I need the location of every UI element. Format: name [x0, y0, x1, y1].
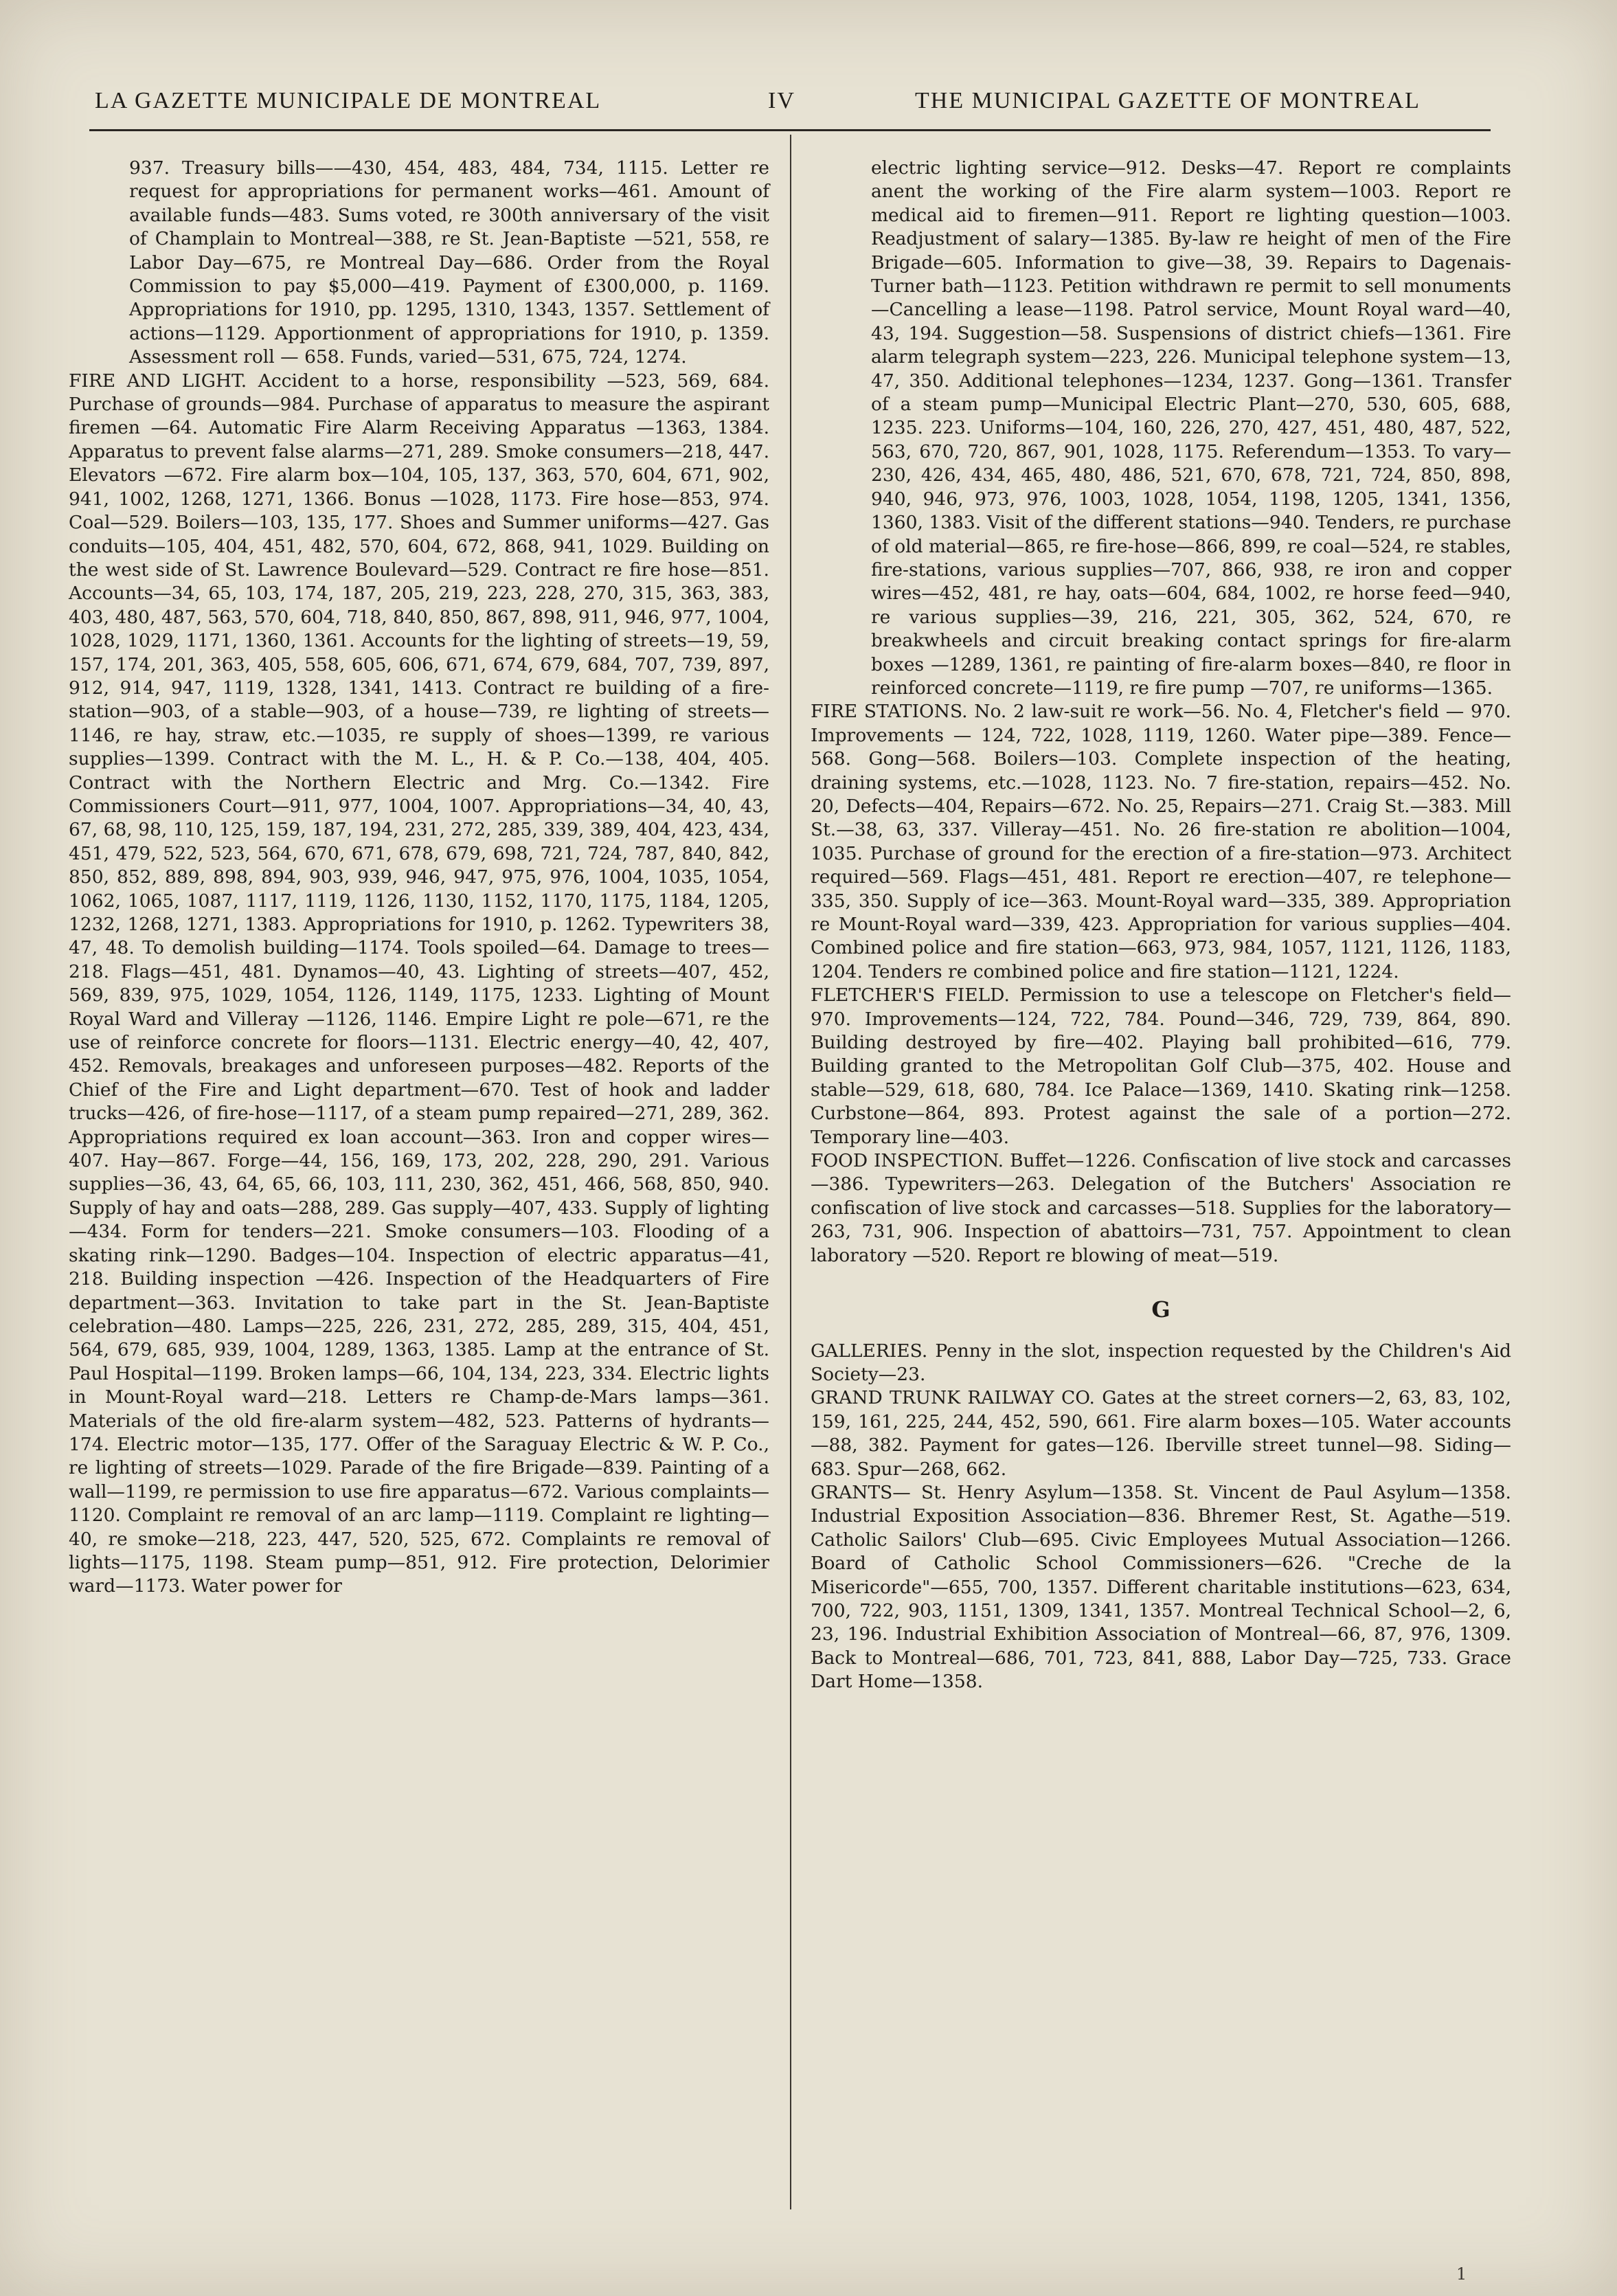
right-column — [811, 157, 1511, 1694]
index-entry-grand-trunk — [811, 1386, 1511, 1481]
left-column — [69, 157, 769, 1599]
entry-text: electric lighting service—912. Desks—47. Report re complaints anent the working of the Fire alarm system—1003. Report re medical aid to firemen—911. Report re lighting question—1003. Readjustment of salary—1385. By-law re height of men of the Fire Brigade—605. Information to give—38, 39. Repairs to Dagenais-Turner bath—1123. Petition withdrawn re permit to sell monuments—Cancelling a lease—1198. Patrol service, Mount Royal ward—40, 43, 194. Suggestion—58. Suspensions of district chiefs—1361. Fire alarm telegraph system—223, 226. Municipal telephone system—13, 47, 350. Additional telephones—1234, 1237. Gong—1361. Transfer of a steam pump—Municipal Electric Plant—270, 530, 605, 688, 1235. 223. Uniforms—104, 160, 226, 270, 427, 451, 480, 487, 522, 563, 670, 720, 867, 901, 1028, 1175. Referendum—1353. To vary—230, 426, 434, 465, 480, 486, 521, 670, 678, 721, 724, 850, 898, 940, 946, 973, 976, 1003, 1028, 1054, 1198, 1205, 1341, 1356, 1360, 1383. Visit of the different stations—940. Tenders, re purchase of old material—865, re fire-hose—866, 899, re coal—524, re stables, fire-stations, various supplies—707, 866, 938, re iron and copper wires—452, 481, re hay, oats—604, 684, 1002, re horse feed—940, re various supplies—39, 216, 221, 305, 362, 524, 670, re breakwheels and circuit breaking contact springs for fire-alarm boxes —1289, 1361, re painting of fire-alarm boxes—840, re floor in reinforced concrete—1119, re fire pump —707, re uniforms—1365. — [871, 157, 1511, 699]
entry-text: 937. Treasury bills——430, 454, 483, 484, 734, 1115. Letter re request for appropriations for permanent works—461. Amount of available funds—483. Sums voted, re 300th anniversary of the visit of Champlain to Montreal—388, re St. Jean-Baptiste —521, 558, re Labor Day—675, re Montreal Day—686. Order from the Royal Commission to pay $5,000—419. Payment of £300,000, p. 1169. Appropriations for 1910, pp. 1295, 1310, 1343, 1357. Settlement of actions—1129. Apportionment of appropriations for 1910, p. 1359. Assessment roll — 658. Funds, varied—531, 675, 724, 1274. — [129, 157, 769, 368]
entry-text: Accident to a horse, responsibility —523, 569, 684. Purchase of grounds—984. Purchase of apparatus to measure the aspirant firemen —64. Automatic Fire Alarm Receiving Apparatus —1363, 1384. Apparatus to prevent false alarms—271, 289. Smoke consumers—218, 447. Elevators —672. Fire alarm box—104, 105, 137, 363, 570, 604, 671, 902, 941, 1002, 1268, 1271, 1366. Bonus —1028, 1173. Fire hose—853, 974. Coal—529. Boilers—103, 135, 177. Shoes and Summer uniforms—427. Gas conduits—105, 404, 451, 482, 570, 604, 672, 868, 941, 1029. Building on the west side of St. Lawrence Boulevard—529. Contract re fire hose—851. Accounts—34, 65, 103, 174, 187, 205, 219, 223, 228, 270, 315, 363, 383, 403, 480, 487, 563, 570, 604, 718, 840, 850, 867, 898, 911, 946, 977, 1004, 1028, 1029, 1171, 1360, 1361. Accounts for the lighting of streets—19, 59, 157, 174, 201, 363, 405, 558, 605, 606, 671, 674, 679, 684, 707, 739, 897, 912, 914, 947, 1119, 1328, 1341, 1413. Contract re building of a fire-station—903, of a stable—903, of a house—739, re lighting of streets—1146, re hay, straw, etc.—1035, re supply of shoes—1399, re various supplies—1399. Contract with the M. L., H. & P. Co.—138, 404, 405. Contract with the Northern Electric and Mrg. Co.—1342. Fire Commissioners Court—911, 977, 1004, 1007. Appropriations—34, 40, 43, 67, 68, 98, 110, 125, 159, 187, 194, 231, 272, 285, 339, 389, 404, 423, 434, 451, 479, 522, 523, 564, 670, 671, 678, 679, 698, 721, 724, 787, 840, 842, 850, 852, 889, 898, 894, 903, 939, 946, 947, 975, 976, 1004, 1035, 1054, 1062, 1065, 1087, 1117, 1119, 1126, 1130, 1152, 1170, 1175, 1184, 1205, 1232, 1268, 1271, 1383. Appropriations for 1910, p. 1262. Typewriters 38, 47, 48. To demolish building—1174. Tools spoiled—64. Damage to trees—218. Flags—451, 481. Dynamos—40, 43. Lighting of streets—407, 452, 569, 839, 975, 1029, 1054, 1126, 1149, 1175, 1233. Lighting of Mount Royal Ward and Villeray —1126, 1146. Empire Light re pole—671, re the use of reinforce concrete for floors—1131. Electric energy—40, 42, 407, 452. Removals, breakages and unforeseen purposes—482. Reports of the Chief of the Fire and Light department—670. Test of hook and ladder trucks—426, of fire-hose—1117, of a steam pump repaired—271, 289, 362. Appropriations required ex loan account—363. Iron and copper wires—407. Hay—867. Forge—44, 156, 169, 173, 202, 228, 290, 291. Various supplies—36, 43, 64, 65, 66, 103, 111, 230, 362, 451, 466, 568, 850, 940. Supply of hay and oats—288, 289. Gas supply—407, 433. Supply of lighting—434. Form for tenders—221. Smoke consumers—103. Flooding of a skating rink—1290. Badges—104. Inspection of electric apparatus—41, 218. Building inspection —426. Inspection of the Headquarters of Fire department—363. Invitation to take part in the St. Jean-Baptiste celebration—480. Lamps—225, 226, 231, 272, 285, 289, 315, 404, 451, 564, 679, 685, 939, 1004, 1289, 1363, 1385. Lamp at the entrance of St. Paul Hospital—1199. Broken lamps—66, 104, 134, 223, 334. Electric lights in Mount-Royal ward—218. Letters re Champ-de-Mars lamps—361. Materials of the old fire-alarm system—482, 523. Patterns of hydrants—174. Electric motor—135, 177. Offer of the Saraguay Electric & W. P. Co., re lighting of streets—1029. Parade of the fire Brigade—839. Painting of a wall—1199, re permission to use fire apparatus—672. Various complaints—1120. Complaint re removal of an arc lamp—1119. Complaint re lighting—40, re smoke—218, 223, 447, 520, 525, 672. Complaints re removal of lights—1175, 1198. Steam pump—851, 912. Fire protection, Delorimier ward—1173. Water power for — [69, 370, 769, 1597]
entry-text: Gates at the street corners—2, 63, 83, 102, 159, 161, 225, 244, 452, 590, 661. Fire alarm boxes—105. Water accounts —88, 382. Payment for gates—126. Iberville street tunnel—98. Siding—683. Spur—268, 662. — [811, 1387, 1511, 1480]
index-entry-fire-stations — [811, 700, 1511, 984]
entry-text: Penny in the slot, inspection requested by the Children's Aid Society—23. — [811, 1340, 1511, 1385]
entry-heading: GRAND TRUNK RAILWAY CO. — [811, 1387, 1095, 1409]
column-divider — [790, 135, 791, 2209]
entry-heading: GRANTS— — [811, 1481, 911, 1503]
index-entry-food-inspection — [811, 1149, 1511, 1268]
index-entry-continued — [811, 157, 1511, 700]
header-rule — [89, 129, 1491, 131]
entry-heading: FOOD INSPECTION. — [811, 1150, 1004, 1172]
entry-text: No. 2 law-suit re work—56. No. 4, Fletcher's field — 970. Improvements — 124, 722, 1028, 1119, 1260. Water pipe—389. Fence—568. Gong—568. Boilers—103. Complete inspection of the heating, draining systems, etc.—1028, 1123. No. 7 fire-station, repairs—452. No. 20, Defects—404, Repairs—672. No. 25, Repairs—271. Craig St.—383. Mill St.—38, 63, 337. Villeray—451. No. 26 fire-station re abolition—1004, 1035. Purchase of ground for the erection of a fire-station—973. Architect required—569. Flags—451, 481. Report re erection—407, re telephone—335, 350. Supply of ice—363. Mount-Royal ward—335, 389. Appropriation re Mount-Royal ward—339, 423. Appropriation for various supplies—404. Combined police and fire station—663, 973, 984, 1057, 1121, 1126, 1183, 1204. Tenders re combined police and fire station—1121, 1224. — [811, 701, 1511, 982]
page-number: IV — [768, 88, 795, 113]
entry-heading: FIRE STATIONS. — [811, 701, 968, 723]
header-english-title: THE MUNICIPAL GAZETTE OF MONTREAL — [915, 88, 1421, 113]
header-french-title: LA GAZETTE MUNICIPALE DE MONTREAL — [95, 88, 602, 113]
index-entry-fletchers-field — [811, 984, 1511, 1149]
index-entry-grants — [811, 1481, 1511, 1694]
index-entry-continued — [69, 157, 769, 370]
index-entry-fire-and-light — [69, 370, 769, 1599]
entry-text: Permission to use a telescope on Fletcher's field—970. Improvements—124, 722, 784. Pound—346, 729, 739, 864, 890. Building destroyed by fire—402. Playing ball prohibited—616, 779. Building granted to the Metropolitan Golf Club—375, 402. House and stable—529, 618, 680, 784. Ice Palace—1369, 1410. Skating rink—1258. Curbstone—864, 893. Protest against the sale of a portion—272. Temporary line—403. — [811, 984, 1511, 1148]
section-letter: G — [1151, 1296, 1171, 1323]
entry-text: St. Henry Asylum—1358. St. Vincent de Paul Asylum—1358. Industrial Exposition Association—836. Bhremer Rest, St. Agathe—519. Catholic Sailors' Club—695. Civic Employees Mutual Association—1266. Board of Catholic School Commissioners—626. "Creche de la Misericorde"—655, 700, 1357. Different charitable institutions—623, 634, 700, 722, 903, 1151, 1309, 1341, 1357. Montreal Technical School—2, 6, 23, 196. Industrial Exhibition Association of Montreal—66, 87, 976, 1309. Back to Montreal—686, 701, 723, 841, 888, Labor Day—725, 733. Grace Dart Home—1358. — [811, 1481, 1511, 1693]
entry-heading: FIRE AND LIGHT. — [69, 370, 247, 392]
index-entry-galleries — [811, 1340, 1511, 1387]
entry-heading: GALLERIES. — [811, 1340, 928, 1362]
entry-heading: FLETCHER'S FIELD. — [811, 984, 1010, 1006]
footer-mark: 1 — [1456, 2264, 1467, 2284]
entry-text: Buffet—1226. Confiscation of live stock and carcasses—386. Typewriters—263. Delegation of the Butchers' Association re confiscation of live stock and carcasses—518. Supplies for the laboratory—263, 731, 906. Inspection of abattoirs—731, 757. Appointment to clean laboratory —520. Report re blowing of meat—519. — [811, 1150, 1511, 1266]
